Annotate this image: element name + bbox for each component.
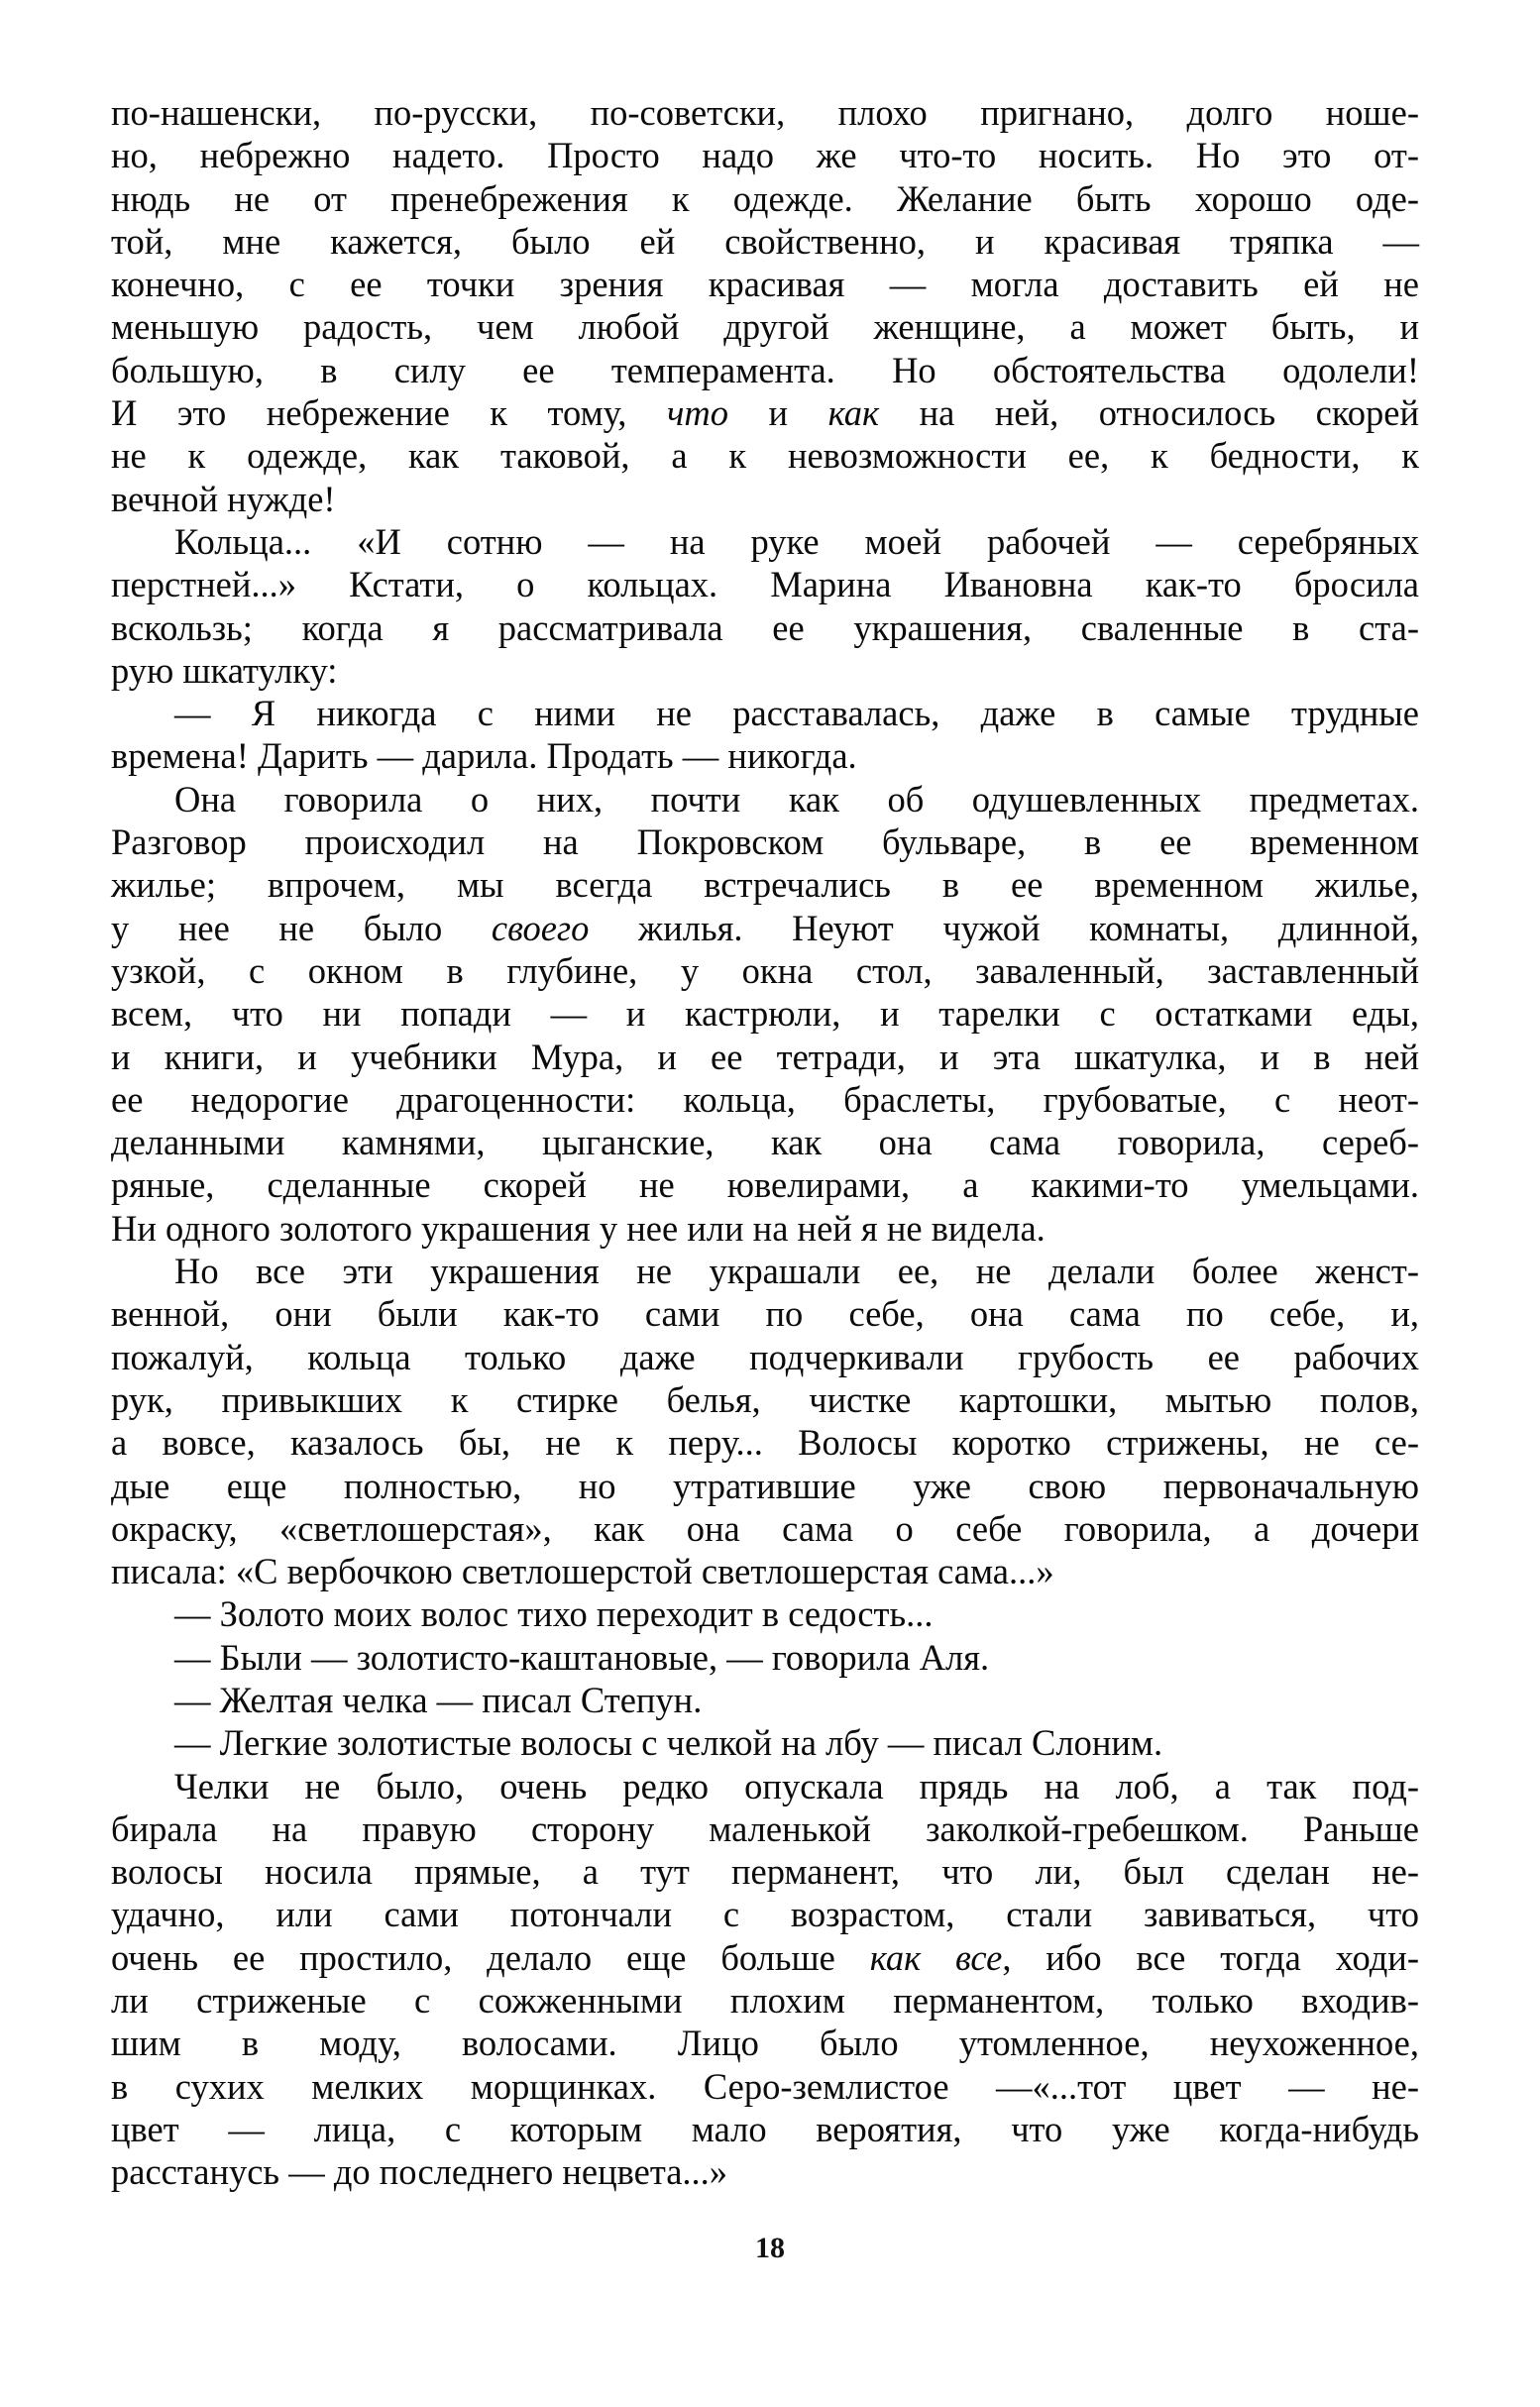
text-line: перстней...» Кстати, о кольцах. Марина Ивановна как-то бросила [111,564,1419,605]
text-line: рук, привыкших к стирке белья, чистке картошки, мытью полов, [111,1378,1419,1420]
text-line: не к одежде, как таковой, а к невозможности ее, к бедности, к [111,435,1419,477]
text-line: узкой, с окном в глубине, у окна стол, заваленный, заставленный [111,949,1419,991]
text-line: пожалуй, кольца только даже подчеркивали грубость ее рабочих [111,1336,1419,1377]
text-line: писала: «С вербочкою светлошерстой светлошерстая сама...» [111,1551,1054,1592]
text-line: ли стриженые с сожженными плохим перманентом, только входив- [111,1980,1419,2022]
text-line: цвет — лица, с которым мало вероятия, что уже когда-нибудь [111,2108,1419,2149]
text-line: — Золото моих волос тихо переходит в седость... [174,1593,934,1635]
text-line: Челки не было, очень редко опускала прядь на лоб, а так под- [174,1765,1419,1806]
text-line: ряные, сделанные скорей не ювелирами, а какими-то умельцами. [111,1164,1419,1206]
text-line: удачно, или сами потончали с возрастом, стали завиваться, что [111,1894,1419,1935]
text-line: бирала на правую сторону маленькой заколкой-гребешком. Раньше [111,1807,1419,1849]
text-line: деланными камнями, цыганские, как она сама говорила, сереб- [111,1122,1419,1163]
text-line: Ни одного золотого украшения у нее или на ней я не видела. [111,1207,1045,1249]
text-line: — Я никогда с ними не расставалась, даже в самые трудные [174,693,1419,734]
text-line: вечной нужде! [111,478,336,519]
text-line: Она говорила о них, почти как об одушевленных предметах. [174,778,1419,820]
text-line: рую шкатулку: [111,649,338,691]
text-line: очень ее простило, делало еще больше как все, ибо все тогда ходи- [111,1936,1419,1978]
text-line: нюдь не от пренебрежения к одежде. Желание быть хорошо оде- [111,177,1419,219]
text-line: Кольца... «И сотню — на руке моей рабочей — серебряных [174,520,1419,562]
text-line: — Были — золотисто-каштановые, — говорила Аля. [174,1636,990,1678]
text-line: Но все эти украшения не украшали ее, не делали более женст- [174,1251,1419,1292]
text-line: жилье; впрочем, мы всегда встречались в ее временном жилье, [111,864,1419,906]
text-line: ее недорогие драгоценности: кольца, браслеты, грубоватые, с неот- [111,1078,1419,1120]
text-line: дые еще полностью, но утратившие уже свою первоначальную [111,1465,1419,1506]
page-number: 18 [755,2232,785,2264]
text-line: времена! Дарить — дарила. Продать — никогда. [111,735,857,777]
text-line: венной, они были как-то сами по себе, она сама по себе, и, [111,1293,1419,1335]
text-line: у нее не было своего жилья. Неуют чужой комнаты, длинной, [111,907,1419,948]
text-line: меньшую радость, чем любой другой женщине, а может быть, и [111,306,1419,348]
text-line: большую, в силу ее темперамента. Но обстоятельства одолели! [111,349,1419,390]
text-line: и книги, и учебники Мура, и ее тетради, и эта шкатулка, и в ней [111,1036,1419,1077]
text-line: расстанусь — до последнего нецвета...» [111,2151,728,2193]
text-line: Разговор происходил на Покровском бульваре, в ее временном [111,821,1419,863]
text-line: шим в моду, волосами. Лицо было утомленное, неухоженное, [111,2023,1419,2064]
text-line: — Легкие золотистые волосы с челкой на лбу — писал Слоним. [174,1722,1163,1764]
text-line: всем, что ни попади — и кастрюли, и тарелки с остатками еды, [111,993,1419,1035]
text-line: но, небрежно надето. Просто надо же что-то носить. Но это от- [111,135,1419,176]
text-line: по-нашенски, по-русски, по-советски, плохо пригнано, долго ноше- [111,92,1419,133]
text-line: вскользь; когда я рассматривала ее украшения, сваленные в ста- [111,606,1419,648]
text-line: — Желтая челка — писал Степун. [174,1679,703,1720]
text-line: а вовсе, казалось бы, не к перу... Волосы коротко стрижены, не се- [111,1422,1419,1464]
text-line: той, мне кажется, было ей свойственно, и красивая тряпка — [111,220,1419,262]
text-line: конечно, с ее точки зрения красивая — могла доставить ей не [111,264,1419,305]
text-line: И это небрежение к тому, что и как на ней, относилось скорей [111,392,1419,434]
text-line: в сухих мелких морщинках. Серо-землистое —«...тот цвет — не- [111,2065,1419,2107]
page-body [111,91,1419,2194]
text-line: волосы носила прямые, а тут перманент, что ли, был сделан не- [111,1851,1419,1893]
text-line: окраску, «светлошерстая», как она сама о себе говорила, а дочери [111,1507,1419,1549]
